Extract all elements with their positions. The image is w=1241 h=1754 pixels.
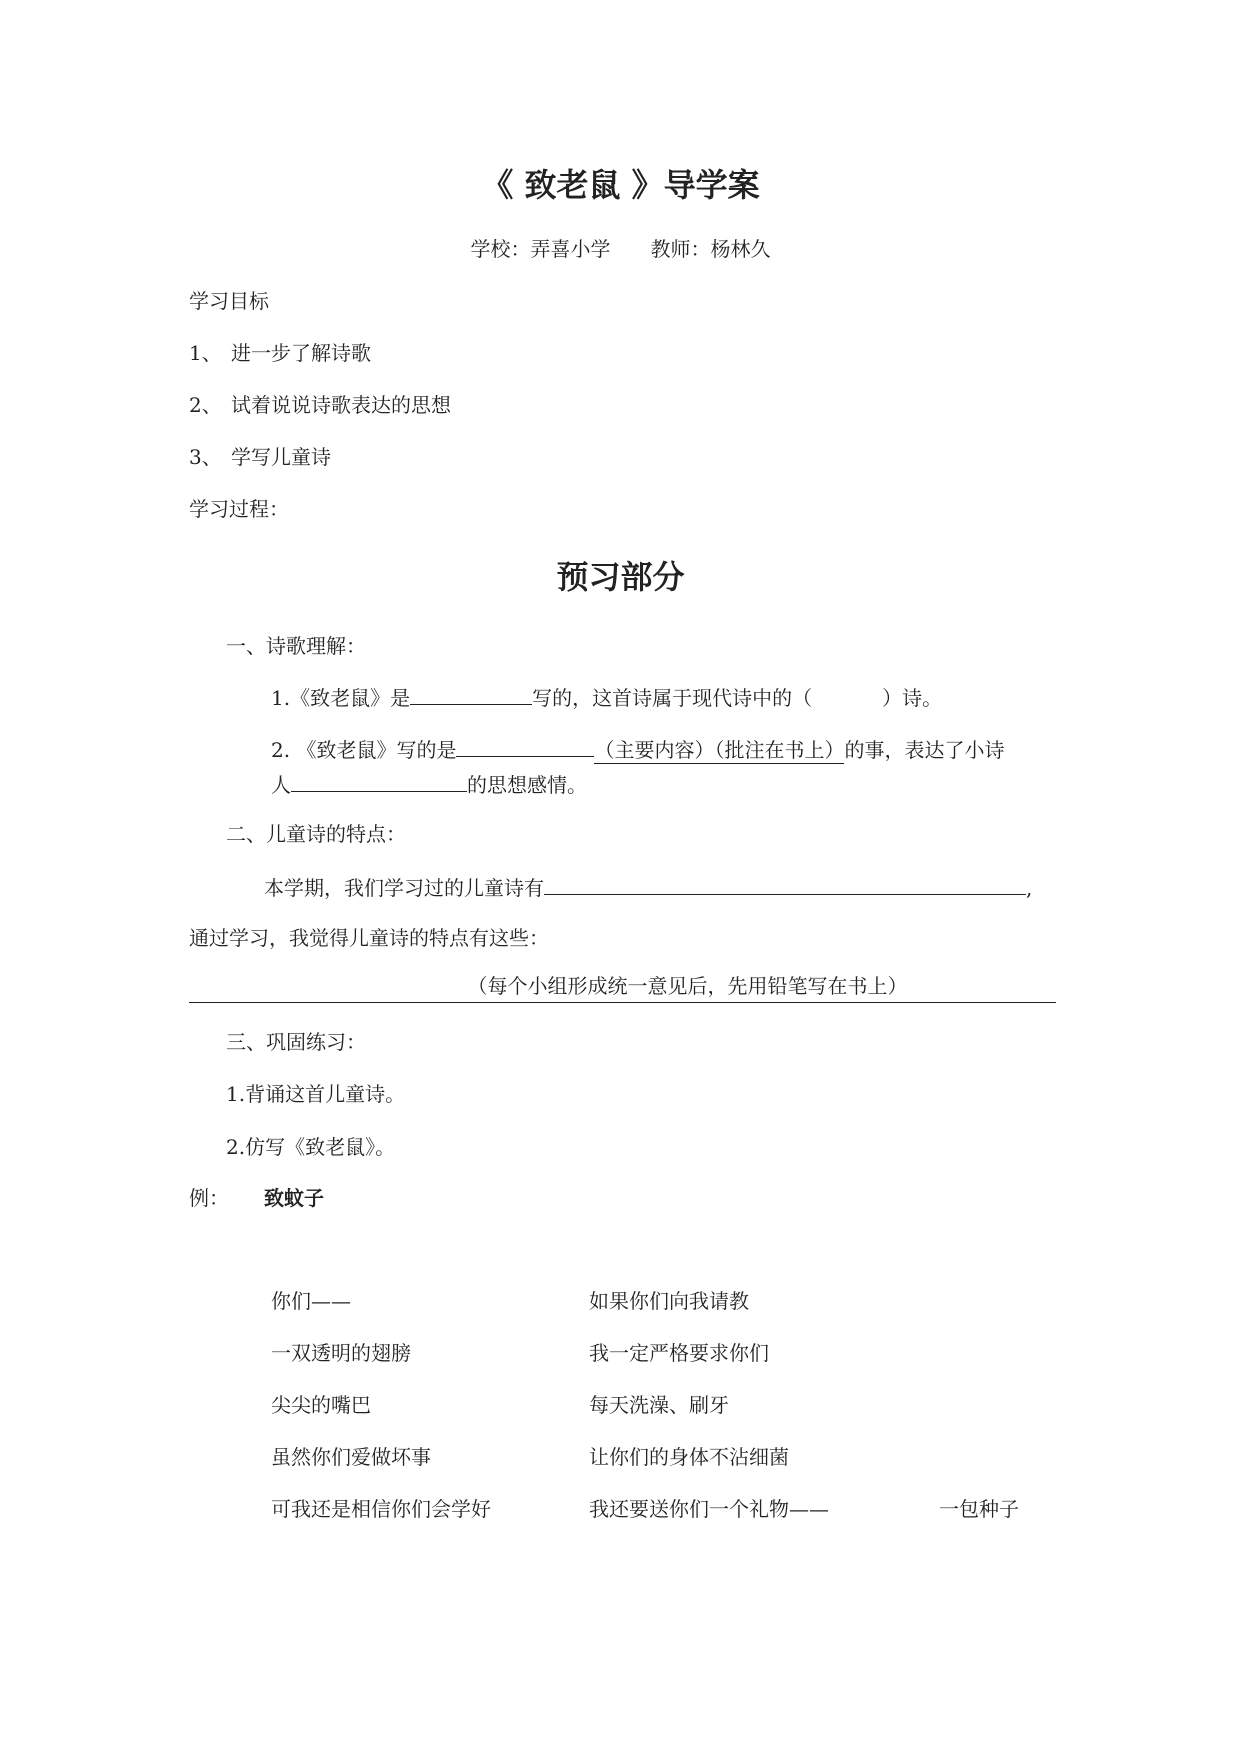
part3-item-2: 2.仿写《致老鼠》。: [226, 1135, 396, 1159]
features-blank-line[interactable]: [189, 972, 1056, 1003]
goal-number: 1、: [189, 341, 222, 365]
teacher-label: 教师：杨林久: [650, 237, 771, 261]
question-2: [271, 734, 1004, 764]
part1-heading: 一、诗歌理解：: [226, 634, 366, 658]
q2-text-a: 2. 《致老鼠》写的是: [271, 738, 457, 762]
q2-feeling-blank[interactable]: [291, 769, 467, 792]
poem-line-right: 让你们的身体不沾细菌: [589, 1445, 789, 1469]
q2-text-b: 的事，表达了小诗: [844, 738, 1005, 762]
q2-content-blank[interactable]: [456, 734, 594, 757]
part3-item-1: 1.背诵这首儿童诗。: [226, 1082, 406, 1106]
part3-heading: 三、巩固练习：: [226, 1030, 366, 1054]
q2-hint: （主要内容）（批注在书上）: [594, 738, 845, 762]
goal-item: [189, 339, 371, 367]
school-label: 学校：弄喜小学: [470, 237, 611, 261]
example-poem-title: 致蚊子: [264, 1186, 324, 1210]
q1-text-c: ）诗。: [882, 686, 943, 710]
part2-line1-end: ,: [1026, 876, 1033, 900]
page-title: 《 致老鼠 》导学案: [481, 166, 760, 204]
poem-line-left: 你们——: [271, 1289, 351, 1313]
part2-line2: 通过学习，我觉得儿童诗的特点有这些：: [189, 926, 549, 950]
part2-hint: （每个小组形成统一意见后，先用铅笔写在书上）: [467, 974, 908, 998]
poem-line-left: 虽然你们爱做坏事: [271, 1445, 431, 1469]
process-heading: 学习过程：: [189, 497, 289, 521]
poem-line-right: 如果你们向我请教: [589, 1289, 749, 1313]
part2-heading: 二、儿童诗的特点：: [226, 822, 406, 846]
goal-text: 学写儿童诗: [231, 445, 331, 469]
goal-item: [189, 443, 331, 471]
poem-line-left: 可我还是相信你们会学好: [271, 1497, 491, 1521]
goal-text: 进一步了解诗歌: [231, 341, 371, 365]
q1-author-blank[interactable]: [410, 682, 532, 705]
q1-text-b: 写的，这首诗属于现代诗中的（: [532, 686, 813, 710]
poem-line-right: 我一定严格要求你们: [589, 1341, 769, 1365]
goal-number: 2、: [189, 393, 222, 417]
goal-text: 试着说说诗歌表达的思想: [231, 393, 451, 417]
q2-text-c: 人: [271, 773, 291, 797]
goal-number: 3、: [189, 445, 222, 469]
poem-line-right: 我还要送你们一个礼物——: [589, 1497, 829, 1521]
poem-line-left: 尖尖的嘴巴: [271, 1393, 371, 1417]
poem-gift: 一包种子: [939, 1497, 1019, 1521]
question-2-cont: [271, 769, 587, 799]
q1-text-a: 1.《致老鼠》是: [271, 686, 411, 710]
poem-line-left: 一双透明的翅膀: [271, 1341, 411, 1365]
part2-line1-text: 本学期，我们学习过的儿童诗有: [264, 876, 544, 900]
poems-blank[interactable]: [544, 872, 1026, 895]
q2-text-d: 的思想感情。: [467, 773, 587, 797]
author-info: [0, 235, 1241, 263]
example-label: 例：: [189, 1186, 229, 1210]
poem-line-right: 每天洗澡、刷牙: [589, 1393, 729, 1417]
goals-heading: 学习目标: [189, 289, 269, 313]
preview-heading: 预习部分: [556, 558, 685, 596]
question-1: [271, 682, 942, 712]
part2-line1: [264, 872, 1032, 902]
goal-item: [189, 391, 451, 419]
